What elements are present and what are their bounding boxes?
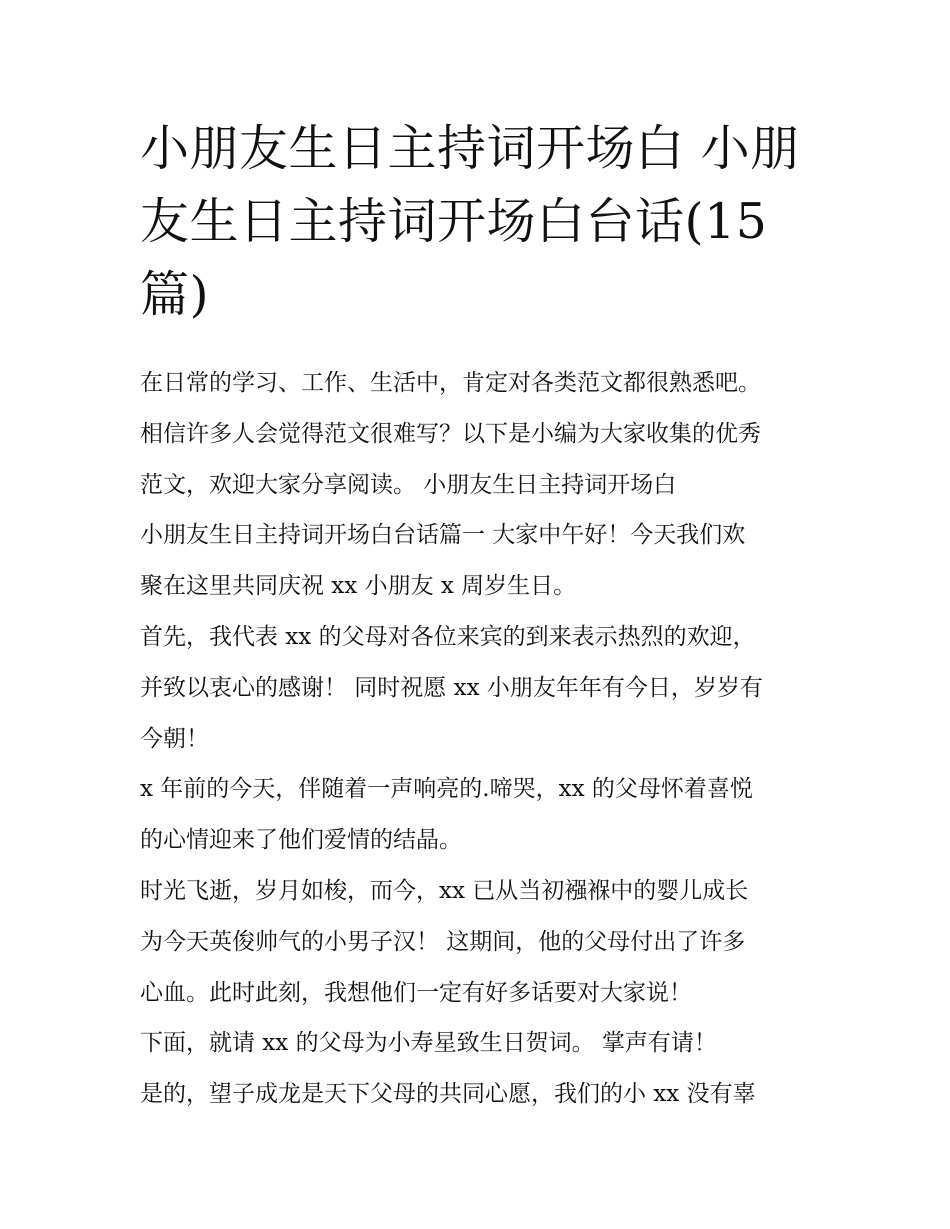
body-line: 范文，欢迎大家分享阅读。 小朋友生日主持词开场白 — [140, 471, 677, 498]
title-line: 小朋友生日主持词开场白 小朋 — [140, 120, 800, 177]
body-line: 小朋友生日主持词开场白台话篇一 大家中午好！今天我们欢 — [140, 522, 746, 549]
body-line: 的心情迎来了他们爱情的结晶。 — [140, 827, 462, 854]
title-line: 友生日主持词开场白台话(15 — [140, 193, 768, 250]
document-title — [140, 112, 820, 331]
body-line: 时光飞逝，岁月如梭，而今，xx 已从当初襁褓中的婴儿成长 — [140, 877, 749, 904]
body-line: 心血。此时此刻，我想他们一定有好多话要对大家说！ — [140, 979, 692, 1006]
body-line: 并致以衷心的感谢！ 同时祝愿 xx 小朋友年年有今日，岁岁有 — [140, 674, 763, 701]
body-line: 在日常的学习、工作、生活中，肯定对各类范文都很熟悉吧。 — [140, 370, 761, 396]
body-line: 是的，望子成龙是天下父母的共同心愿，我们的小 xx 没有辜 — [140, 1081, 756, 1108]
document-body — [140, 358, 840, 1120]
body-line: 聚在这里共同庆祝 xx 小朋友 x 周岁生日。 — [140, 573, 577, 600]
body-line: 今朝！ — [140, 725, 209, 752]
body-line: 相信许多人会觉得范文很难写？以下是小编为大家收集的优秀 — [140, 420, 761, 447]
body-line: x 年前的今天，伴随着一声响亮的.啼哭，xx 的父母怀着喜悦 — [140, 776, 753, 803]
title-line: 篇) — [140, 266, 210, 323]
body-line: 首先，我代表 xx 的父母对各位来宾的到来表示热烈的欢迎， — [140, 623, 756, 650]
body-line: 为今天英俊帅气的小男子汉！ 这期间，他的父母付出了许多 — [140, 928, 746, 955]
body-line: 下面，就请 xx 的父母为小寿星致生日贺词。 掌声有请！ — [140, 1030, 717, 1057]
